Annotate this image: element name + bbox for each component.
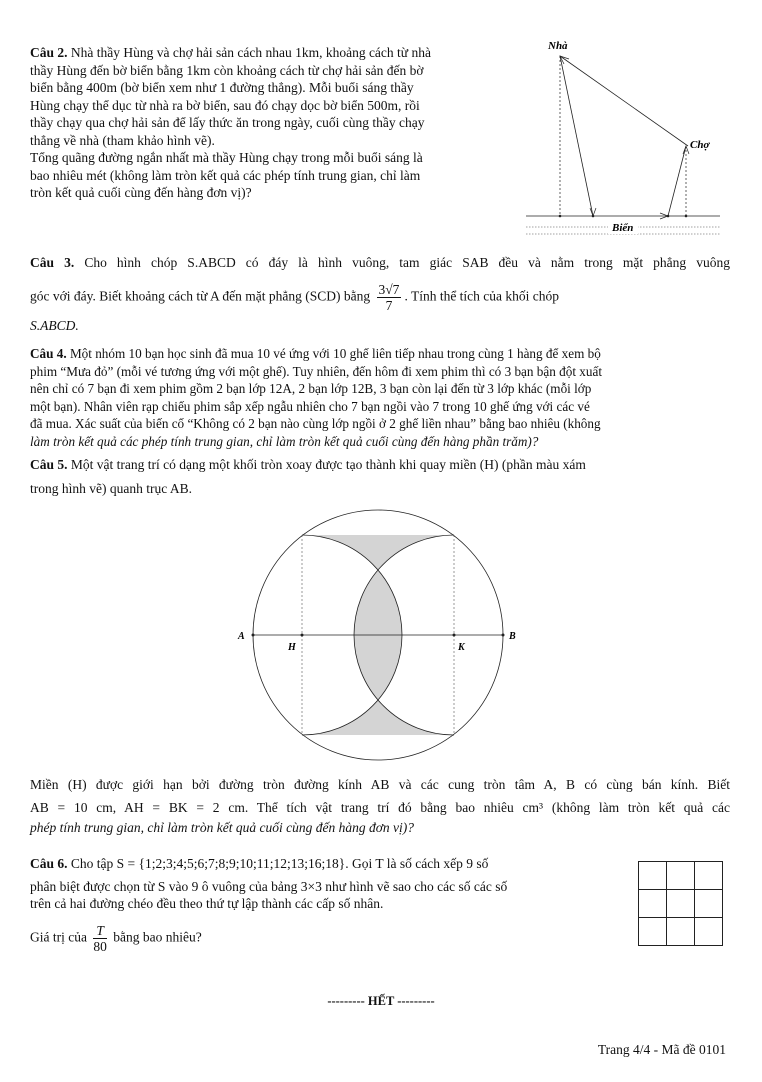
home-label: Nhà [548,40,568,52]
q5-after-2: AB = 10 cm, AH = BK = 2 cm. Thể tích vật trang trí đó bằng bao nhiêu cm³ (không làm tròn kết quả các [30,799,730,815]
sea-label: Biển [612,222,634,234]
home-beach-path [560,56,593,216]
q5-line-2: trong hình vẽ) quanh trục AB. [30,480,192,496]
point [685,215,688,218]
q5-figure [230,505,530,770]
q5-line-1: Câu 5. Một vật trang trí có dạng một khối tròn xoay được tạo thành khi quay miền (H) (phần màu xám [30,457,586,472]
q6-line-1: Câu 6. Cho tập S = {1;2;3;4;5;6;7;8;9;10;11;12;13;16;18}. Gọi T là số cách xếp 9 số [30,856,489,871]
question-4 [30,345,730,450]
q2-line-4: Hùng chạy thể dục từ nhà ra bờ biển, sau đó chạy dọc bờ biển 500m, rồi [30,97,420,113]
grid-border [639,862,723,946]
q2-line-5: thầy chạy qua chợ hải sản để lấy thức ăn trong ngày, cuối cùng thầy chạy [30,115,425,130]
q4-line-1: Câu 4. Một nhóm 10 bạn học sinh đã mua 10 vé ứng với 10 ghế liên tiếp nhau trong cùng 1 hàng để xem bộ [30,346,601,361]
question-2 [30,44,520,202]
question-5-continued [30,776,730,837]
label-b: B [509,631,516,642]
point-h [301,634,304,637]
q2-line-9: tròn kết quả cuối cùng đến hàng đơn vị)? [30,185,252,200]
q2-line-8: bao nhiêu mét (không làm tròn kết quả các phép tính trung gian, chỉ làm [30,167,421,183]
q4-line-4: một bạn). Nhân viên rạp chiếu phim sắp xếp ngẫu nhiên cho 7 bạn ngồi vào 7 trong 10 ghế ứng với các vé [30,398,590,414]
q4-line-6: làm tròn kết quả các phép tính trung gian, chỉ làm tròn kết quả cuối cùng đến hàng phần trăm)? [30,433,539,449]
q3-line-3: S.ABCD. [30,317,79,333]
question-6 [30,855,630,954]
grid-3x3 [638,861,724,947]
q3-line-2: góc với đáy. Biết khoảng cách từ A đến mặt phẳng (SCD) bằng $\frac{3√7}{7}$ . Tính thể tích của khối chóp [30,281,560,313]
q6-line-2: phân biệt được chọn từ S vào 9 ô vuông của bảng 3×3 như hình vẽ sao cho các số các số [30,878,508,894]
q5-after-1: Miền (H) được giới hạn bởi đường tròn đường kính AB và các cung tròn tâm A, B có cùng bán kính. Biết [30,777,730,792]
point [559,215,562,218]
label-a: A [238,631,245,642]
home-market-line [560,56,688,146]
q2-figure [520,36,730,241]
point-b [502,634,505,637]
q5-label: Câu 5. [30,457,68,472]
q2-label: Câu 2. [30,45,68,60]
q3-line-1: Câu 3. Cho hình chóp S.ABCD có đáy là hình vuông, tam giác SAB đều và nằm trong mặt phẳng vuông [30,255,730,270]
q6-line-3: trên cả hai đường chéo đều theo thứ tự lập thành các cấp số nhân. [30,896,384,911]
q2-line-1: Câu 2. Nhà thầy Hùng và chợ hải sản cách nhau 1km, khoảng cách từ nhà [30,45,431,60]
q4-line-2: phim “Mưa đỏ” (mỗi vé tương ứng với một ghế). Tuy nhiên, đến hôm đi xem phim thì có 3 bạn bận đột xuất [30,363,602,379]
q4-line-5: đã mua. Xác suất của biến cố “Không có 2 bạn nào cùng lớp ngồi ở 2 ghế liền nhau” bằng bao nhiêu (không [30,416,601,431]
point-k [453,634,456,637]
question-5 [30,456,730,497]
q2-line-2: thầy Hùng đến bờ biển bằng 1km còn khoảng cách từ chợ hải sản đến bờ [30,62,424,78]
q2-line-6: thẳng về nhà (tham khảo hình vẽ). [30,132,215,148]
market-label: Chợ [690,139,710,151]
q2-line-3: biển bằng 400m (bờ biển xem như 1 đường thẳng). Mỗi buổi sáng thầy [30,80,414,95]
q6-fraction: $\frac{T}{80}$ [93,922,107,954]
end-marker: --------- HẾT --------- [327,994,435,1008]
beach-market-path [668,146,686,216]
q5-after-3: phép tính trung gian, chỉ làm tròn kết quả cuối cùng đến hàng đơn vị)? [30,820,415,835]
q3-fraction: $\frac{3√7}{7}$ [378,281,400,313]
q4-line-3: nên chỉ có 7 bạn đi xem phim gồm 2 bạn lớp 12A, 2 bạn lớp 12B, 3 bạn còn lại đến từ 3 lớp khác (mỗi lớp [30,381,592,396]
q2-line-7: Tổng quãng đường ngắn nhất mà thầy Hùng chạy trong mỗi buổi sáng là [30,150,423,165]
q6-ask: Giá trị của $\frac{T}{80}$ bằng bao nhiêu? [30,922,202,954]
q3-label: Câu 3. [30,255,75,270]
q6-label: Câu 6. [30,856,68,871]
label-k: K [458,642,465,653]
point-a [252,634,255,637]
label-h: H [288,642,296,653]
q4-label: Câu 4. [30,346,67,361]
page-footer: Trang 4/4 - Mã đề 0101 [597,1042,726,1057]
question-3 [30,254,730,334]
